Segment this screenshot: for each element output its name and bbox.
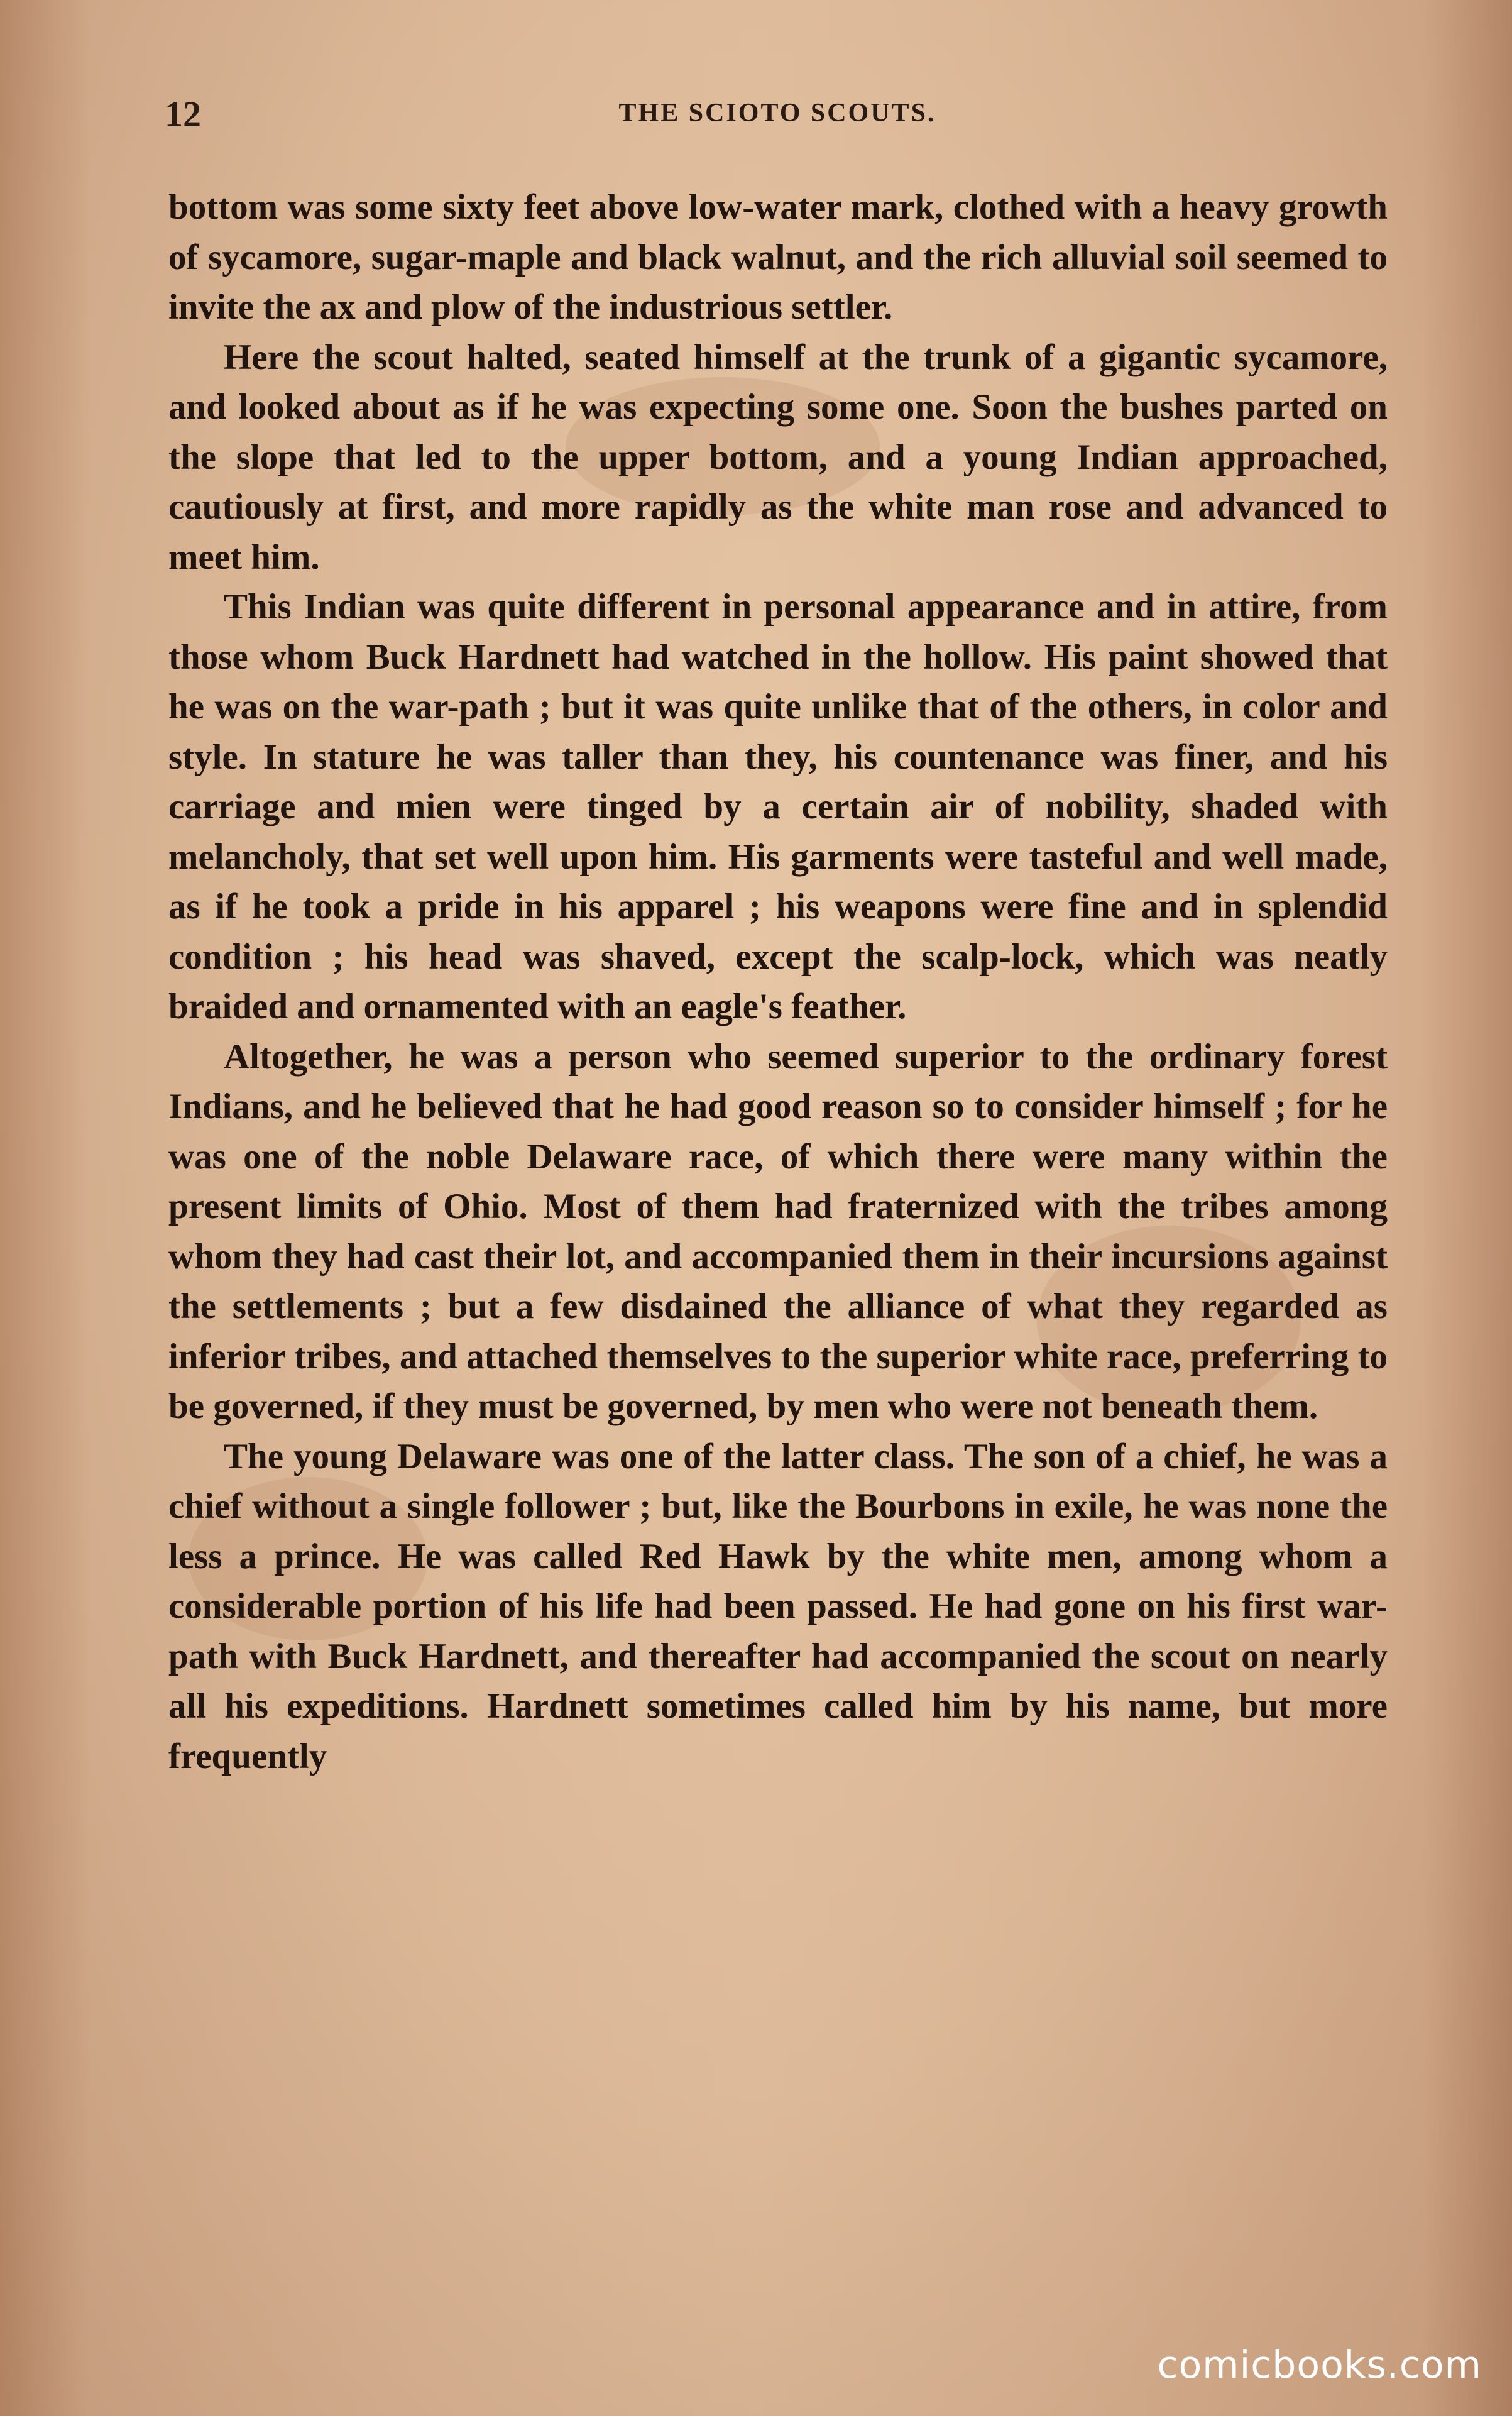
running-title: THE SCIOTO SCOUTS.: [618, 99, 936, 128]
watermark: comicbooks.com: [1157, 2343, 1482, 2387]
paragraph: This Indian was quite different in personal appearance and in attire, from those whom Buck Hardnett had watched in the hollow. His paint showed that he was on the war-path ; but it was quite unlike that of the others, in color and style. In stature he was taller than they, his countenance was finer, and his carriage and mien were tinged by a certain air of nobility, shaded with melancholy, that set well upon him. His garments were tasteful and well made, as if he took a pride in his apparel ; his weapons were fine and in splendid condition ; his head was shaved, except the scalp-lock, which was neatly braided and ornamented with an eagle's feather.: [168, 587, 1388, 1026]
page-number: 12: [165, 94, 201, 135]
paragraph: Altogether, he was a person who seemed superior to the ordinary forest Indians, and he believed that he had good reason so to consider himself ; for he was one of the noble Delaware race, of which there were many within the present limits of Ohio. Most of them had fraternized with the tribes among whom they had cast their lot, and accompanied them in their incursions against the settlements ; but a few disdained the alliance of what they regarded as inferior tribes, and attached themselves to the superior white race, preferring to be governed, if they must be governed, by men who were not beneath them.: [168, 1036, 1388, 1426]
paragraph: bottom was some sixty feet above low-water mark, clothed with a heavy growth of sycamore, sugar-maple and black walnut, and the rich alluvial soil seemed to invite the ax and plow of the industrious settler.: [168, 187, 1388, 327]
paragraph: Here the scout halted, seated himself at the trunk of a gigantic sycamore, and looked about as if he was expecting some one. Soon the bushes parted on the slope that led to the upper bottom, and a young Indian approached, cautiously at first, and more rapidly as the white man rose and advanced to meet him.: [168, 337, 1388, 577]
running-head: [165, 93, 1390, 143]
body-text: [168, 182, 1388, 1781]
paragraph: The young Delaware was one of the latter class. The son of a chief, he was a chief without a single follower ; but, like the Bourbons in exile, he was none the less a prince. He was called Red Hawk by the white men, among whom a considerable portion of his life had been passed. He had gone on his first war-path with Buck Hardnett, and thereafter had accompanied the scout on nearly all his expeditions. Hardnett sometimes called him by his name, but more frequently: [168, 1436, 1388, 1776]
